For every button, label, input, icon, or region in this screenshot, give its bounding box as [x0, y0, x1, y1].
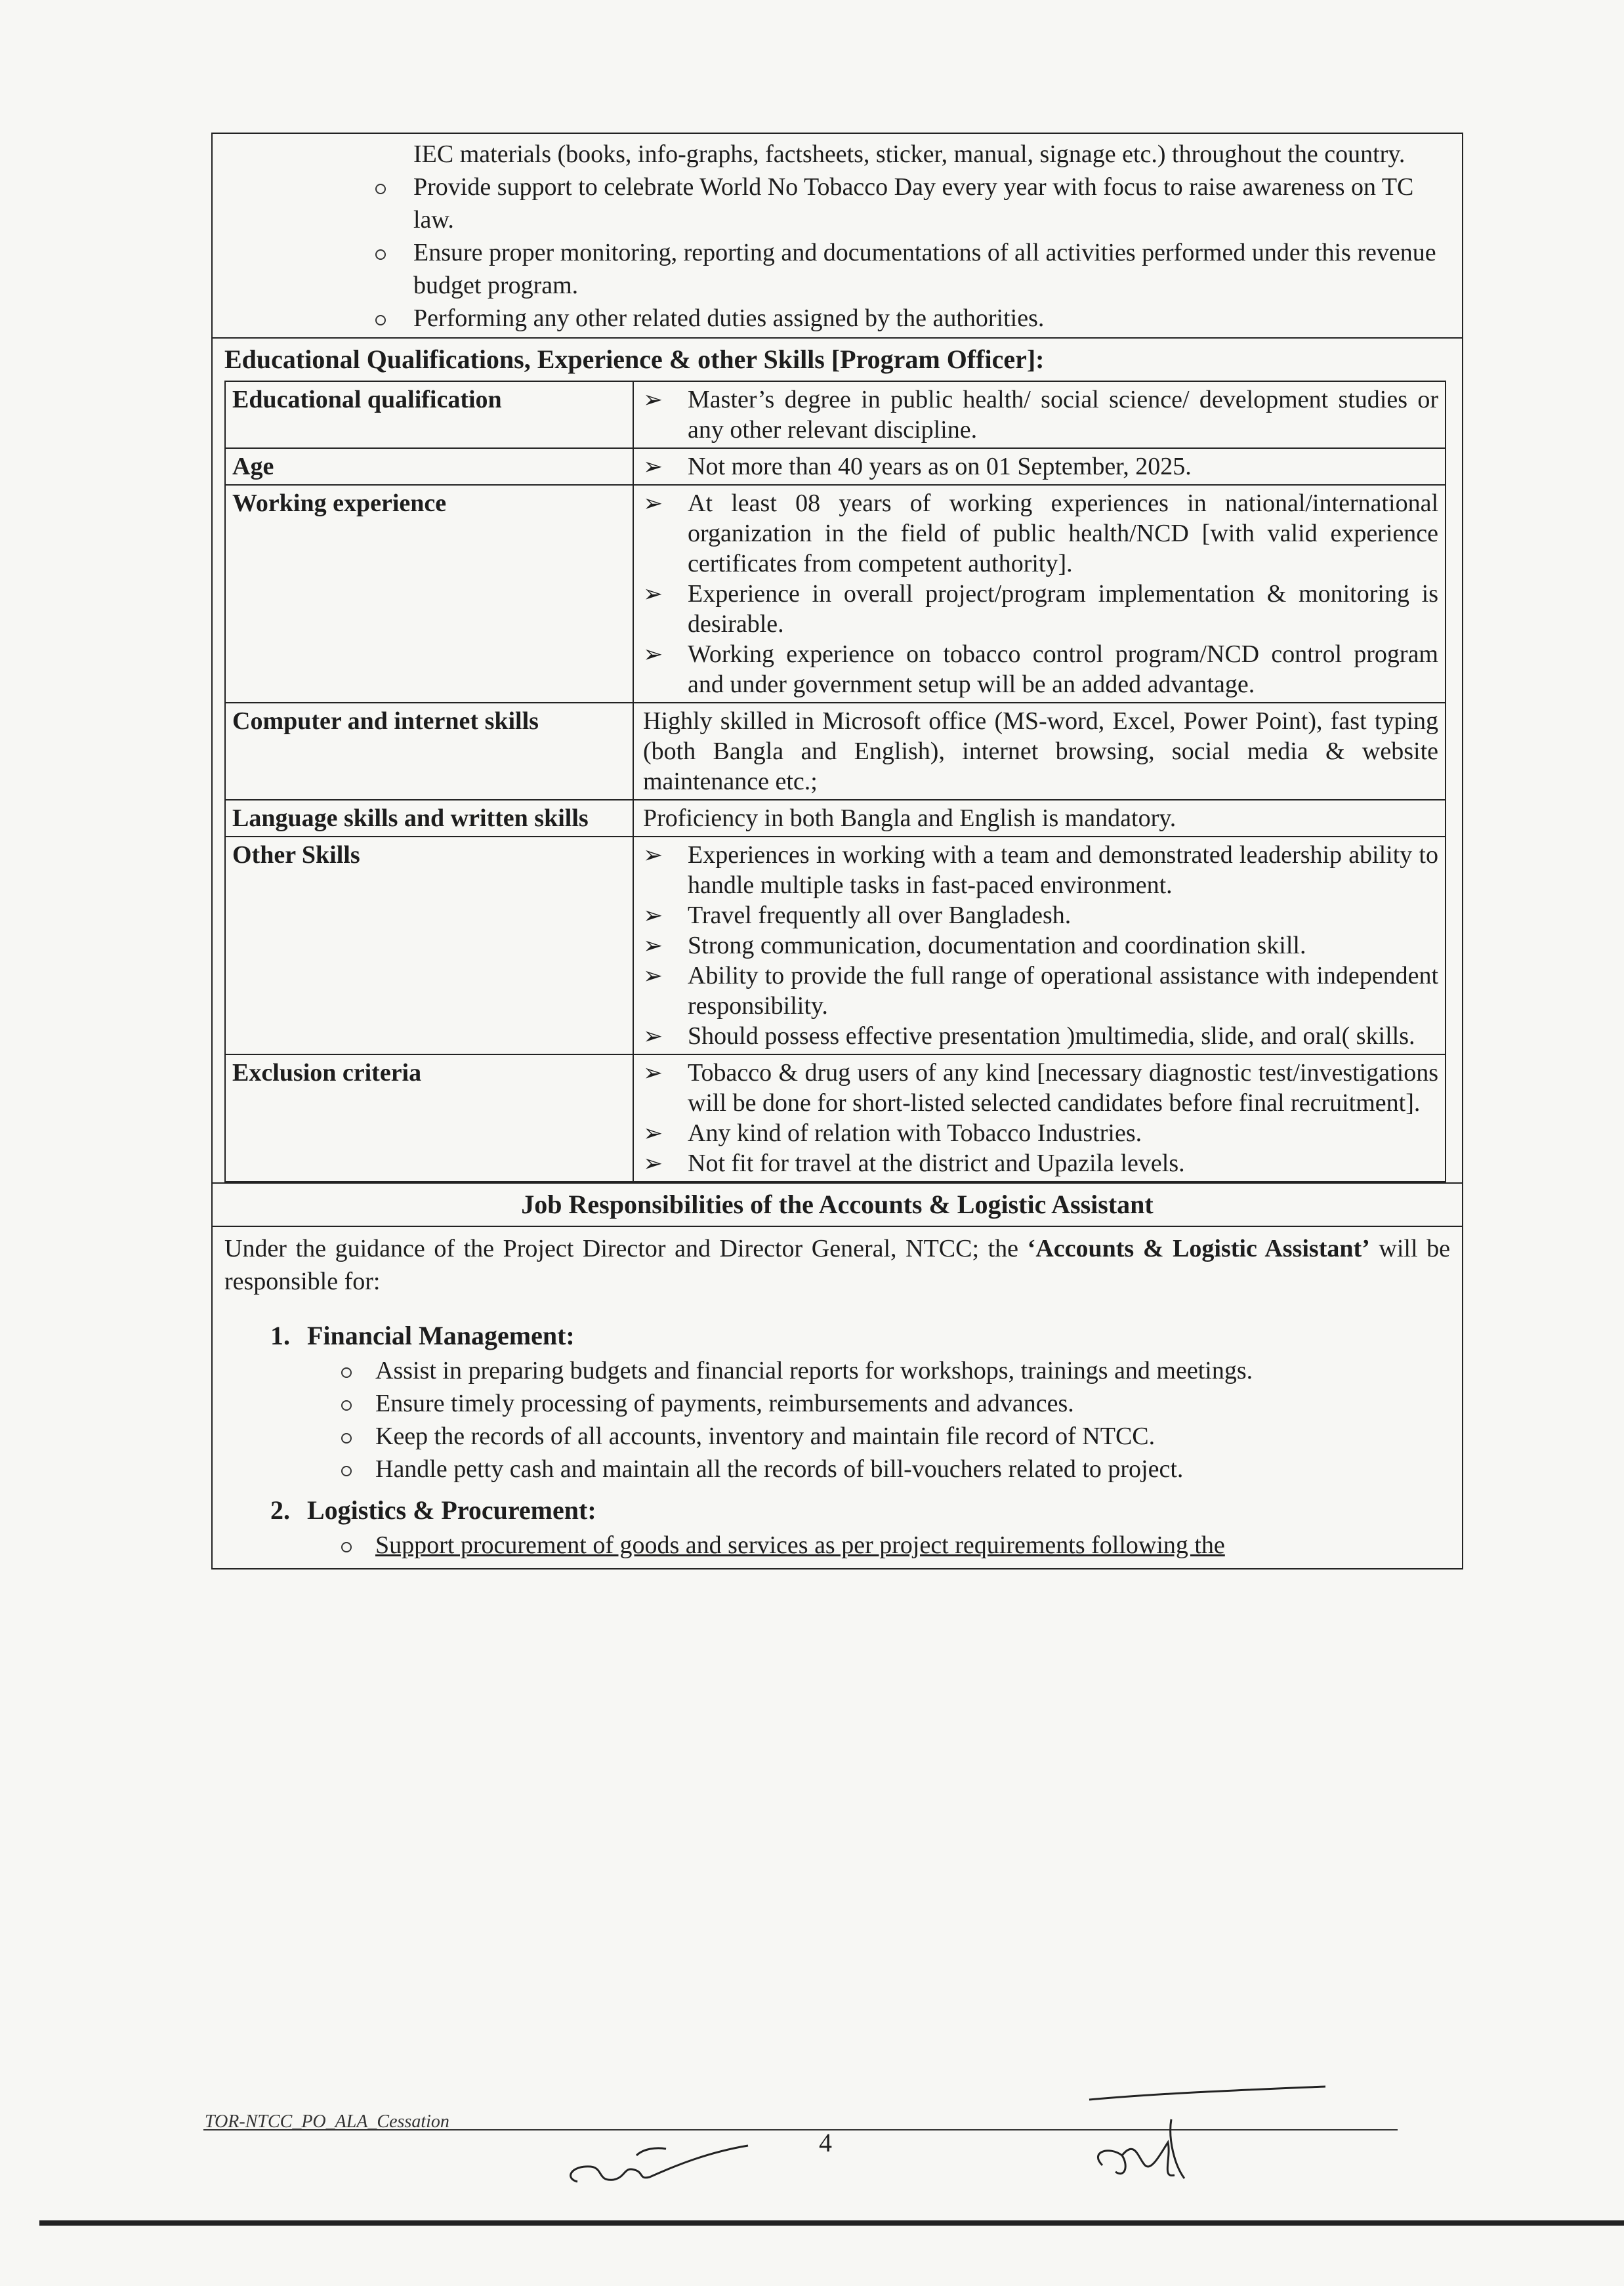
row-value: ➢ Not more than 40 years as on 01 September, 2025.: [633, 448, 1446, 485]
row-value: Highly skilled in Microsoft office (MS-word, Excel, Power Point), fast typing (both Bangla and English), internet browsing, social media & website maintenance etc.;: [633, 703, 1446, 800]
footer-document-code: TOR-NTCC_PO_ALA_Cessation: [205, 2111, 449, 2132]
row-label: Other Skills: [225, 837, 633, 1054]
row-label: Educational qualification: [225, 381, 633, 448]
row-value: ➢ Tobacco & drug users of any kind [necessary diagnostic test/investigations will be done for short-listed selected candidates before final recruitment]. ➢ Any kind of relation with Tobacco Industries. ➢ Not fit for travel at the district and Upazila levels.: [633, 1054, 1446, 1182]
list-item: Support procurement of goods and services as per project requirements following the: [375, 1531, 1225, 1559]
row-value: Proficiency in both Bangla and English is mandatory.: [633, 800, 1446, 837]
page-number: 4: [819, 2128, 832, 2157]
responsibilities-heading: Job Responsibilities of the Accounts & Logistic Assistant: [521, 1190, 1154, 1219]
table-row: [225, 837, 1446, 1054]
table-row: [225, 703, 1446, 800]
row-value: ➢ Experiences in working with a team and demonstrated leadership ability to handle multiple tasks in fast-paced environment. ➢ Travel frequently all over Bangladesh. ➢ Strong communication, documentation and coordination skill. ➢ Ability to provide the full range of operational assistance with independent responsibility. ➢ Should possess effective presentation )multimedia, slide, and oral( skills.: [633, 837, 1446, 1054]
qualifications-block: [213, 339, 1462, 1184]
row-value: ➢ Master’s degree in public health/ social science/ development studies or any other relevant discipline.: [633, 381, 1446, 448]
list-item: Handle petty cash and maintain all the records of bill-vouchers related to project.: [375, 1455, 1184, 1483]
list-item: Assist in preparing budgets and financial reports for workshops, trainings and meetings.: [375, 1357, 1253, 1384]
logistics-list: [224, 1529, 1450, 1562]
section-heading-logistics: 2. Logistics & Procurement:: [270, 1495, 596, 1525]
qualifications-table: [224, 381, 1446, 1182]
table-row: [225, 485, 1446, 703]
row-label: Age: [225, 448, 633, 485]
intro-continuation: IEC materials (books, info-graphs, factsheets, sticker, manual, signage etc.) throughout the country.: [413, 140, 1405, 168]
list-item: Ensure timely processing of payments, reimbursements and advances.: [375, 1390, 1074, 1417]
qualifications-heading: Educational Qualifications, Experience & other Skills [Program Officer]:: [224, 344, 1045, 374]
intro-bullets: [213, 171, 1450, 335]
section-heading-financial: 1. Financial Management:: [270, 1321, 575, 1350]
intro-bullet: Provide support to celebrate World No Tobacco Day every year with focus to raise awareness on TC law.: [413, 173, 1414, 234]
scan-edge-bar: [39, 2220, 1624, 2226]
row-label: Working experience: [225, 485, 633, 703]
document-frame: [211, 133, 1463, 1569]
row-label: Language skills and written skills: [225, 800, 633, 837]
table-row: [225, 800, 1446, 837]
list-item: Keep the records of all accounts, inventory and maintain file record of NTCC.: [375, 1423, 1156, 1450]
responsibilities-heading-block: [213, 1184, 1462, 1227]
table-row: [225, 1054, 1446, 1182]
responsibilities-intro: Under the guidance of the Project Director and Director General, NTCC; the ‘Accounts & Logistic Assistant’ will be responsible for:: [224, 1235, 1451, 1295]
responsibilities-block: [213, 1227, 1462, 1569]
row-label: Exclusion criteria: [225, 1054, 633, 1182]
signature-left-icon: [551, 2119, 761, 2198]
intro-bullet: Performing any other related duties assigned by the authorities.: [413, 304, 1045, 332]
financial-list: [224, 1354, 1450, 1486]
row-label: Computer and internet skills: [225, 703, 633, 800]
intro-bullet: Ensure proper monitoring, reporting and documentations of all activities performed under this revenue budget program.: [413, 239, 1436, 299]
intro-block: [213, 134, 1462, 339]
table-row: [225, 448, 1446, 485]
row-value: ➢ At least 08 years of working experiences in national/international organization in the field of public health/NCD [with valid experience certificates from competent authority]. ➢ Experience in overall project/program implementation & monitoring is desirable. ➢ Working experience on tobacco control program/NCD control program and under government setup will be an added advantage.: [633, 485, 1446, 703]
signature-right-icon: [1063, 2080, 1339, 2198]
table-row: [225, 381, 1446, 448]
